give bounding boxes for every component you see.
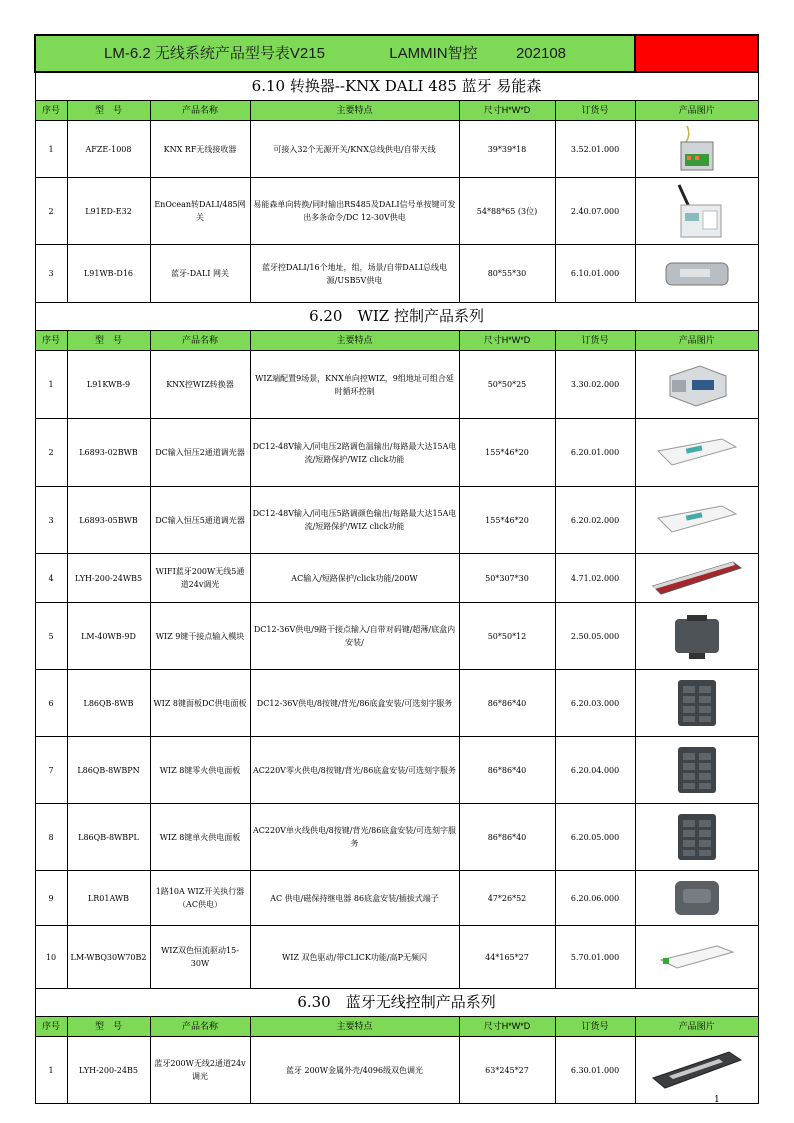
column-header: 订货号 bbox=[555, 101, 635, 121]
dimmer-bar-icon bbox=[638, 437, 756, 469]
product-image-cell bbox=[635, 351, 758, 419]
table-row bbox=[35, 245, 758, 303]
white-driver-icon bbox=[638, 942, 756, 972]
row-number: 8 bbox=[35, 804, 67, 871]
order-number-cell: 6.20.04.000 bbox=[555, 737, 635, 804]
column-header: 型 号 bbox=[67, 331, 150, 351]
product-image-cell bbox=[635, 487, 758, 554]
row-number: 2 bbox=[35, 178, 67, 245]
relay-cube-icon bbox=[638, 875, 756, 921]
row-number: 3 bbox=[35, 487, 67, 554]
order-number-cell: 6.20.05.000 bbox=[555, 804, 635, 871]
table-row bbox=[35, 737, 758, 804]
table-row bbox=[35, 871, 758, 926]
size-cell: 86*86*40 bbox=[459, 804, 555, 871]
column-header: 产品图片 bbox=[635, 331, 758, 351]
row-number: 5 bbox=[35, 603, 67, 670]
order-number-cell: 3.52.01.000 bbox=[555, 121, 635, 178]
metal-driver-icon bbox=[638, 1048, 756, 1092]
size-cell: 47*26*52 bbox=[459, 871, 555, 926]
order-number-cell: 3.30.02.000 bbox=[555, 351, 635, 419]
column-header: 产品图片 bbox=[635, 101, 758, 121]
model-cell: LYH-200-24B5 bbox=[67, 1037, 150, 1104]
model-cell: L6893-02BWB bbox=[67, 419, 150, 487]
model-cell: LR01AWB bbox=[67, 871, 150, 926]
keypad-panel-icon bbox=[638, 745, 756, 795]
features-cell: AC220V单火线供电/8按键/背光/86底盒安装/可选刻字服务 bbox=[250, 804, 459, 871]
table-row bbox=[35, 121, 758, 178]
order-number-cell: 6.30.01.000 bbox=[555, 1037, 635, 1104]
size-cell: 39*39*18 bbox=[459, 121, 555, 178]
model-cell: L86QB-8WBPL bbox=[67, 804, 150, 871]
product-image-cell bbox=[635, 245, 758, 303]
size-cell: 63*245*27 bbox=[459, 1037, 555, 1104]
product-image-cell bbox=[635, 804, 758, 871]
din-gateway-icon bbox=[638, 183, 756, 239]
size-cell: 54*88*65 (3位) bbox=[459, 178, 555, 245]
column-header-row bbox=[35, 101, 758, 121]
model-cell: L6893-05BWB bbox=[67, 487, 150, 554]
long-driver-icon bbox=[638, 558, 756, 598]
product-name-cell: EnOcean转DALI/485网关 bbox=[150, 178, 250, 245]
size-cell: 80*55*30 bbox=[459, 245, 555, 303]
keypad-panel-icon bbox=[638, 678, 756, 728]
order-number-cell: 5.70.01.000 bbox=[555, 926, 635, 989]
gateway-box-icon bbox=[638, 257, 756, 291]
column-header: 序号 bbox=[35, 331, 67, 351]
product-image-cell bbox=[635, 603, 758, 670]
model-cell: L86QB-8WB bbox=[67, 670, 150, 737]
section-heading-row bbox=[35, 303, 758, 331]
product-name-cell: 1路10A WIZ开关执行器（AC供电） bbox=[150, 871, 250, 926]
features-cell: AC220V零火供电/8按键/背光/86底盒安装/可选刻字服务 bbox=[250, 737, 459, 804]
column-header: 尺寸H*W*D bbox=[459, 101, 555, 121]
table-row bbox=[35, 926, 758, 989]
model-cell: L86QB-8WBPN bbox=[67, 737, 150, 804]
features-cell: AC 供电/磁保持继电器 86底盒安装/插拔式端子 bbox=[250, 871, 459, 926]
features-cell: 可接入32个无源开关/KNX总线供电/自带天线 bbox=[250, 121, 459, 178]
column-header: 主要特点 bbox=[250, 331, 459, 351]
column-header: 产品名称 bbox=[150, 331, 250, 351]
order-number-cell: 6.10.01.000 bbox=[555, 245, 635, 303]
table-row bbox=[35, 554, 758, 603]
column-header: 型 号 bbox=[67, 1017, 150, 1037]
table-row bbox=[35, 487, 758, 554]
row-number: 2 bbox=[35, 419, 67, 487]
product-name-cell: WIFI蓝牙200W无线5通道24v调光 bbox=[150, 554, 250, 603]
order-number-cell: 2.50.05.000 bbox=[555, 603, 635, 670]
order-number-cell: 6.20.03.000 bbox=[555, 670, 635, 737]
table-row bbox=[35, 603, 758, 670]
model-cell: L91WB-D16 bbox=[67, 245, 150, 303]
product-image-cell bbox=[635, 419, 758, 487]
features-cell: DC12-36V供电/8按键/背光/86底盒安装/可选刻字服务 bbox=[250, 670, 459, 737]
product-name-cell: 蓝牙200W无线2通道24v调光 bbox=[150, 1037, 250, 1104]
column-header: 尺寸H*W*D bbox=[459, 1017, 555, 1037]
receiver-module-icon bbox=[638, 124, 756, 174]
product-name-cell: DC输入恒压2通道调光器 bbox=[150, 419, 250, 487]
features-cell: DC12-48V输入/同电压5路调颜色输出/每路最大达15A电流/短路保护/WIZ click功能 bbox=[250, 487, 459, 554]
section-heading-row bbox=[35, 989, 758, 1017]
size-cell: 155*46*20 bbox=[459, 419, 555, 487]
section-heading: 6.30 蓝牙无线控制产品系列 bbox=[35, 989, 758, 1017]
column-header: 主要特点 bbox=[250, 1017, 459, 1037]
product-name-cell: WIZ 8键单火供电面板 bbox=[150, 804, 250, 871]
row-number: 10 bbox=[35, 926, 67, 989]
features-cell: DC12-36V供电/9路干接点输入/自带对码键/超薄/底盒内安装/ bbox=[250, 603, 459, 670]
row-number: 1 bbox=[35, 121, 67, 178]
product-image-cell bbox=[635, 670, 758, 737]
column-header: 主要特点 bbox=[250, 101, 459, 121]
table-row bbox=[35, 351, 758, 419]
column-header: 产品名称 bbox=[150, 101, 250, 121]
features-cell: 易能森单向转换/同时输出RS485及DALI信号单按键可发出多条命令/DC 12-30V供电 bbox=[250, 178, 459, 245]
row-number: 1 bbox=[35, 1037, 67, 1104]
input-module-icon bbox=[638, 611, 756, 661]
title-row bbox=[35, 35, 758, 72]
converter-module-icon bbox=[638, 362, 756, 408]
product-image-cell bbox=[635, 121, 758, 178]
size-cell: 155*46*20 bbox=[459, 487, 555, 554]
features-cell: 蓝牙控DALI/16个地址，组，场景/自带DALI总线电源/USB5V供电 bbox=[250, 245, 459, 303]
product-image-cell bbox=[635, 1037, 758, 1104]
doc-date: 202108 bbox=[515, 45, 567, 62]
product-image-cell bbox=[635, 926, 758, 989]
product-name-cell: WIZ 8键面板DC供电面板 bbox=[150, 670, 250, 737]
features-cell: WIZ 双色驱动/带CLICK功能/高P无频闪 bbox=[250, 926, 459, 989]
product-model-table bbox=[34, 34, 759, 1104]
features-cell: 蓝牙 200W金属外壳/4096级双色调光 bbox=[250, 1037, 459, 1104]
column-header-row bbox=[35, 331, 758, 351]
order-number-cell: 6.20.02.000 bbox=[555, 487, 635, 554]
brand-name: LAMMIN智控 bbox=[389, 45, 478, 62]
size-cell: 86*86*40 bbox=[459, 737, 555, 804]
row-number: 7 bbox=[35, 737, 67, 804]
section-heading-row bbox=[35, 72, 758, 101]
model-cell: L91ED-E32 bbox=[67, 178, 150, 245]
features-cell: AC输入/短路保护/click功能/200W bbox=[250, 554, 459, 603]
column-header: 尺寸H*W*D bbox=[459, 331, 555, 351]
column-header: 序号 bbox=[35, 1017, 67, 1037]
column-header: 订货号 bbox=[555, 331, 635, 351]
table-row bbox=[35, 419, 758, 487]
product-name-cell: WIZ 8键零火供电面板 bbox=[150, 737, 250, 804]
product-name-cell: WIZ双色恒流驱动15-30W bbox=[150, 926, 250, 989]
row-number: 4 bbox=[35, 554, 67, 603]
size-cell: 50*50*12 bbox=[459, 603, 555, 670]
title-cell bbox=[35, 35, 635, 72]
size-cell: 86*86*40 bbox=[459, 670, 555, 737]
table-row bbox=[35, 178, 758, 245]
product-image-cell bbox=[635, 871, 758, 926]
red-accent-cell bbox=[635, 35, 758, 72]
table-row bbox=[35, 1037, 758, 1104]
model-cell: L91KWB-9 bbox=[67, 351, 150, 419]
product-image-cell bbox=[635, 554, 758, 603]
table-row bbox=[35, 804, 758, 871]
row-number: 3 bbox=[35, 245, 67, 303]
dimmer-bar-icon bbox=[638, 504, 756, 536]
column-header: 订货号 bbox=[555, 1017, 635, 1037]
product-name-cell: DC输入恒压5通道调光器 bbox=[150, 487, 250, 554]
column-header: 产品名称 bbox=[150, 1017, 250, 1037]
size-cell: 50*50*25 bbox=[459, 351, 555, 419]
features-cell: WIZ端配置9场景，KNX单向控WIZ，9组地址可组合延时循环控制 bbox=[250, 351, 459, 419]
order-number-cell: 4.71.02.000 bbox=[555, 554, 635, 603]
column-header: 序号 bbox=[35, 101, 67, 121]
product-image-cell bbox=[635, 178, 758, 245]
model-cell: LM-40WB-9D bbox=[67, 603, 150, 670]
order-number-cell: 2.40.07.000 bbox=[555, 178, 635, 245]
features-cell: DC12-48V输入/同电压2路调色温输出/每路最大达15A电流/短路保护/WIZ click功能 bbox=[250, 419, 459, 487]
row-number: 1 bbox=[35, 351, 67, 419]
column-header: 产品图片 bbox=[635, 1017, 758, 1037]
model-cell: AFZE-1008 bbox=[67, 121, 150, 178]
model-cell: LYH-200-24WB5 bbox=[67, 554, 150, 603]
section-heading: 6.20 WIZ 控制产品系列 bbox=[35, 303, 758, 331]
product-image-cell bbox=[635, 737, 758, 804]
table-row bbox=[35, 670, 758, 737]
product-name-cell: 蓝牙-DALI 网关 bbox=[150, 245, 250, 303]
doc-code: LM-6.2 无线系统产品型号表V215 bbox=[104, 45, 325, 62]
row-number: 9 bbox=[35, 871, 67, 926]
keypad-panel-icon bbox=[638, 812, 756, 862]
product-name-cell: KNX RF无线接收器 bbox=[150, 121, 250, 178]
model-cell: LM-WBQ30W70B2 bbox=[67, 926, 150, 989]
column-header-row bbox=[35, 1017, 758, 1037]
product-name-cell: KNX控WIZ转换器 bbox=[150, 351, 250, 419]
order-number-cell: 6.20.01.000 bbox=[555, 419, 635, 487]
size-cell: 50*307*30 bbox=[459, 554, 555, 603]
row-number: 6 bbox=[35, 670, 67, 737]
order-number-cell: 6.20.06.000 bbox=[555, 871, 635, 926]
size-cell: 44*165*27 bbox=[459, 926, 555, 989]
section-heading: 6.10 转换器--KNX DALI 485 蓝牙 易能森 bbox=[35, 72, 758, 101]
page-number: 1 bbox=[714, 1095, 720, 1105]
product-name-cell: WIZ 9键干接点输入模块 bbox=[150, 603, 250, 670]
column-header: 型 号 bbox=[67, 101, 150, 121]
